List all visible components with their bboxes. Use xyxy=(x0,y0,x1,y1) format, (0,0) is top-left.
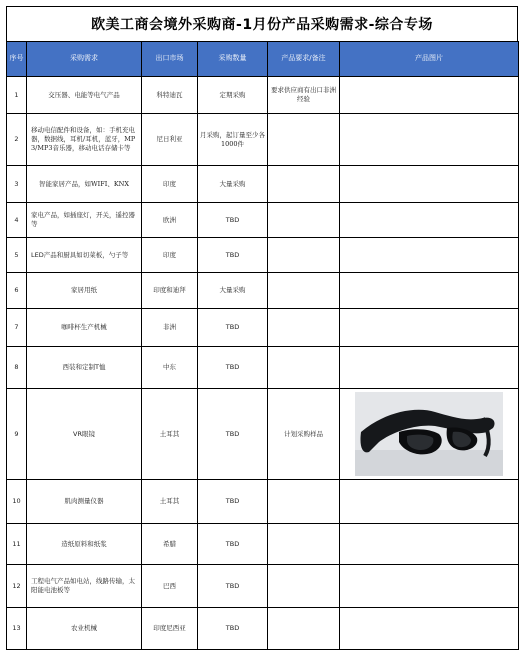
row-market: 印度 xyxy=(142,238,198,273)
row-seq: 6 xyxy=(7,273,27,309)
row-qty: TBD xyxy=(198,203,268,238)
row-market: 希腊 xyxy=(142,524,198,565)
row-market: 尼日利亚 xyxy=(142,114,198,166)
row-need: 家电产品，如插座灯，开关，遥控器等 xyxy=(27,203,142,238)
row-note xyxy=(268,608,340,650)
row-image xyxy=(340,203,519,238)
row-note xyxy=(268,480,340,524)
row-note xyxy=(268,166,340,203)
row-seq: 3 xyxy=(7,166,27,203)
row-note xyxy=(268,203,340,238)
row-note xyxy=(268,347,340,389)
table-row xyxy=(7,203,519,238)
row-qty: 大量采购 xyxy=(198,273,268,309)
row-seq: 2 xyxy=(7,114,27,166)
row-need: 智能家居产品，如WIFI、KNX xyxy=(27,166,142,203)
row-market: 巴西 xyxy=(142,565,198,608)
table-row xyxy=(7,114,519,166)
table-row xyxy=(7,273,519,309)
row-need: VR眼镜 xyxy=(27,389,142,480)
row-seq: 11 xyxy=(7,524,27,565)
header-market: 出口市场 xyxy=(142,42,198,77)
row-need: 西装和定制T恤 xyxy=(27,347,142,389)
row-need: 农业机械 xyxy=(27,608,142,650)
row-market: 非洲 xyxy=(142,309,198,347)
row-image xyxy=(340,389,519,480)
row-qty: TBD xyxy=(198,347,268,389)
row-image xyxy=(340,273,519,309)
row-image xyxy=(340,114,519,166)
row-market: 欧洲 xyxy=(142,203,198,238)
procurement-table xyxy=(6,41,519,650)
table-row xyxy=(7,524,519,565)
row-note: 计划采购样品 xyxy=(268,389,340,480)
row-market: 土耳其 xyxy=(142,389,198,480)
row-need: 肌肉测量仪器 xyxy=(27,480,142,524)
row-qty: 大量采购 xyxy=(198,166,268,203)
row-need: 咖啡杯生产机械 xyxy=(27,309,142,347)
row-qty: TBD xyxy=(198,608,268,650)
row-image xyxy=(340,608,519,650)
row-need: LED产品和厨具如切菜板，勺子等 xyxy=(27,238,142,273)
row-seq: 10 xyxy=(7,480,27,524)
row-market: 中东 xyxy=(142,347,198,389)
row-qty: TBD xyxy=(198,480,268,524)
row-image xyxy=(340,77,519,114)
table-row xyxy=(7,565,519,608)
header-qty: 采购数量 xyxy=(198,42,268,77)
row-qty: TBD xyxy=(198,309,268,347)
sheet-title: 欧美工商会境外采购商-1月份产品采购需求-综合专场 xyxy=(6,6,518,41)
row-qty: 月采购，起订量至少各1000件 xyxy=(198,114,268,166)
row-qty: TBD xyxy=(198,524,268,565)
row-market: 土耳其 xyxy=(142,480,198,524)
row-note xyxy=(268,114,340,166)
row-need: 造纸原料和纸浆 xyxy=(27,524,142,565)
row-image xyxy=(340,480,519,524)
row-image xyxy=(340,309,519,347)
table-row xyxy=(7,480,519,524)
row-seq: 8 xyxy=(7,347,27,389)
table-row xyxy=(7,77,519,114)
row-note xyxy=(268,565,340,608)
row-need: 家居用纸 xyxy=(27,273,142,309)
table-row xyxy=(7,309,519,347)
row-need: 移动电信配件和设备，如：手机充电器，数据线，耳机/耳机，蓝牙，MP3/MP3音乐器，移动电话存储卡等 xyxy=(27,114,142,166)
row-market: 印度 xyxy=(142,166,198,203)
header-row xyxy=(7,42,519,77)
table-row xyxy=(7,166,519,203)
row-note xyxy=(268,524,340,565)
row-market: 印度尼西亚 xyxy=(142,608,198,650)
row-seq: 13 xyxy=(7,608,27,650)
header-note: 产品要求/备注 xyxy=(268,42,340,77)
header-image: 产品图片 xyxy=(340,42,519,77)
row-need: 工程电气产品如电站，线路传输，太阳能电池板等 xyxy=(27,565,142,608)
row-image xyxy=(340,347,519,389)
row-seq: 9 xyxy=(7,389,27,480)
row-qty: 定期采购 xyxy=(198,77,268,114)
row-note xyxy=(268,238,340,273)
table-row xyxy=(7,389,519,480)
vr-glasses-photo xyxy=(355,392,503,476)
table-row xyxy=(7,347,519,389)
table-row xyxy=(7,238,519,273)
row-note xyxy=(268,309,340,347)
row-image xyxy=(340,565,519,608)
row-need: 交压器、电能等电气产品 xyxy=(27,77,142,114)
row-seq: 1 xyxy=(7,77,27,114)
row-note: 要求供应商有出口非洲经验 xyxy=(268,77,340,114)
row-image xyxy=(340,238,519,273)
row-market: 科特迪瓦 xyxy=(142,77,198,114)
row-seq: 7 xyxy=(7,309,27,347)
row-image xyxy=(340,166,519,203)
row-seq: 12 xyxy=(7,565,27,608)
row-qty: TBD xyxy=(198,238,268,273)
row-market: 印度和迪拜 xyxy=(142,273,198,309)
row-seq: 4 xyxy=(7,203,27,238)
table-row xyxy=(7,608,519,650)
header-seq: 序号 xyxy=(7,42,27,77)
row-qty: TBD xyxy=(198,565,268,608)
row-image xyxy=(340,524,519,565)
row-qty: TBD xyxy=(198,389,268,480)
header-need: 采购需求 xyxy=(27,42,142,77)
procurement-sheet xyxy=(6,6,518,650)
row-seq: 5 xyxy=(7,238,27,273)
row-note xyxy=(268,273,340,309)
